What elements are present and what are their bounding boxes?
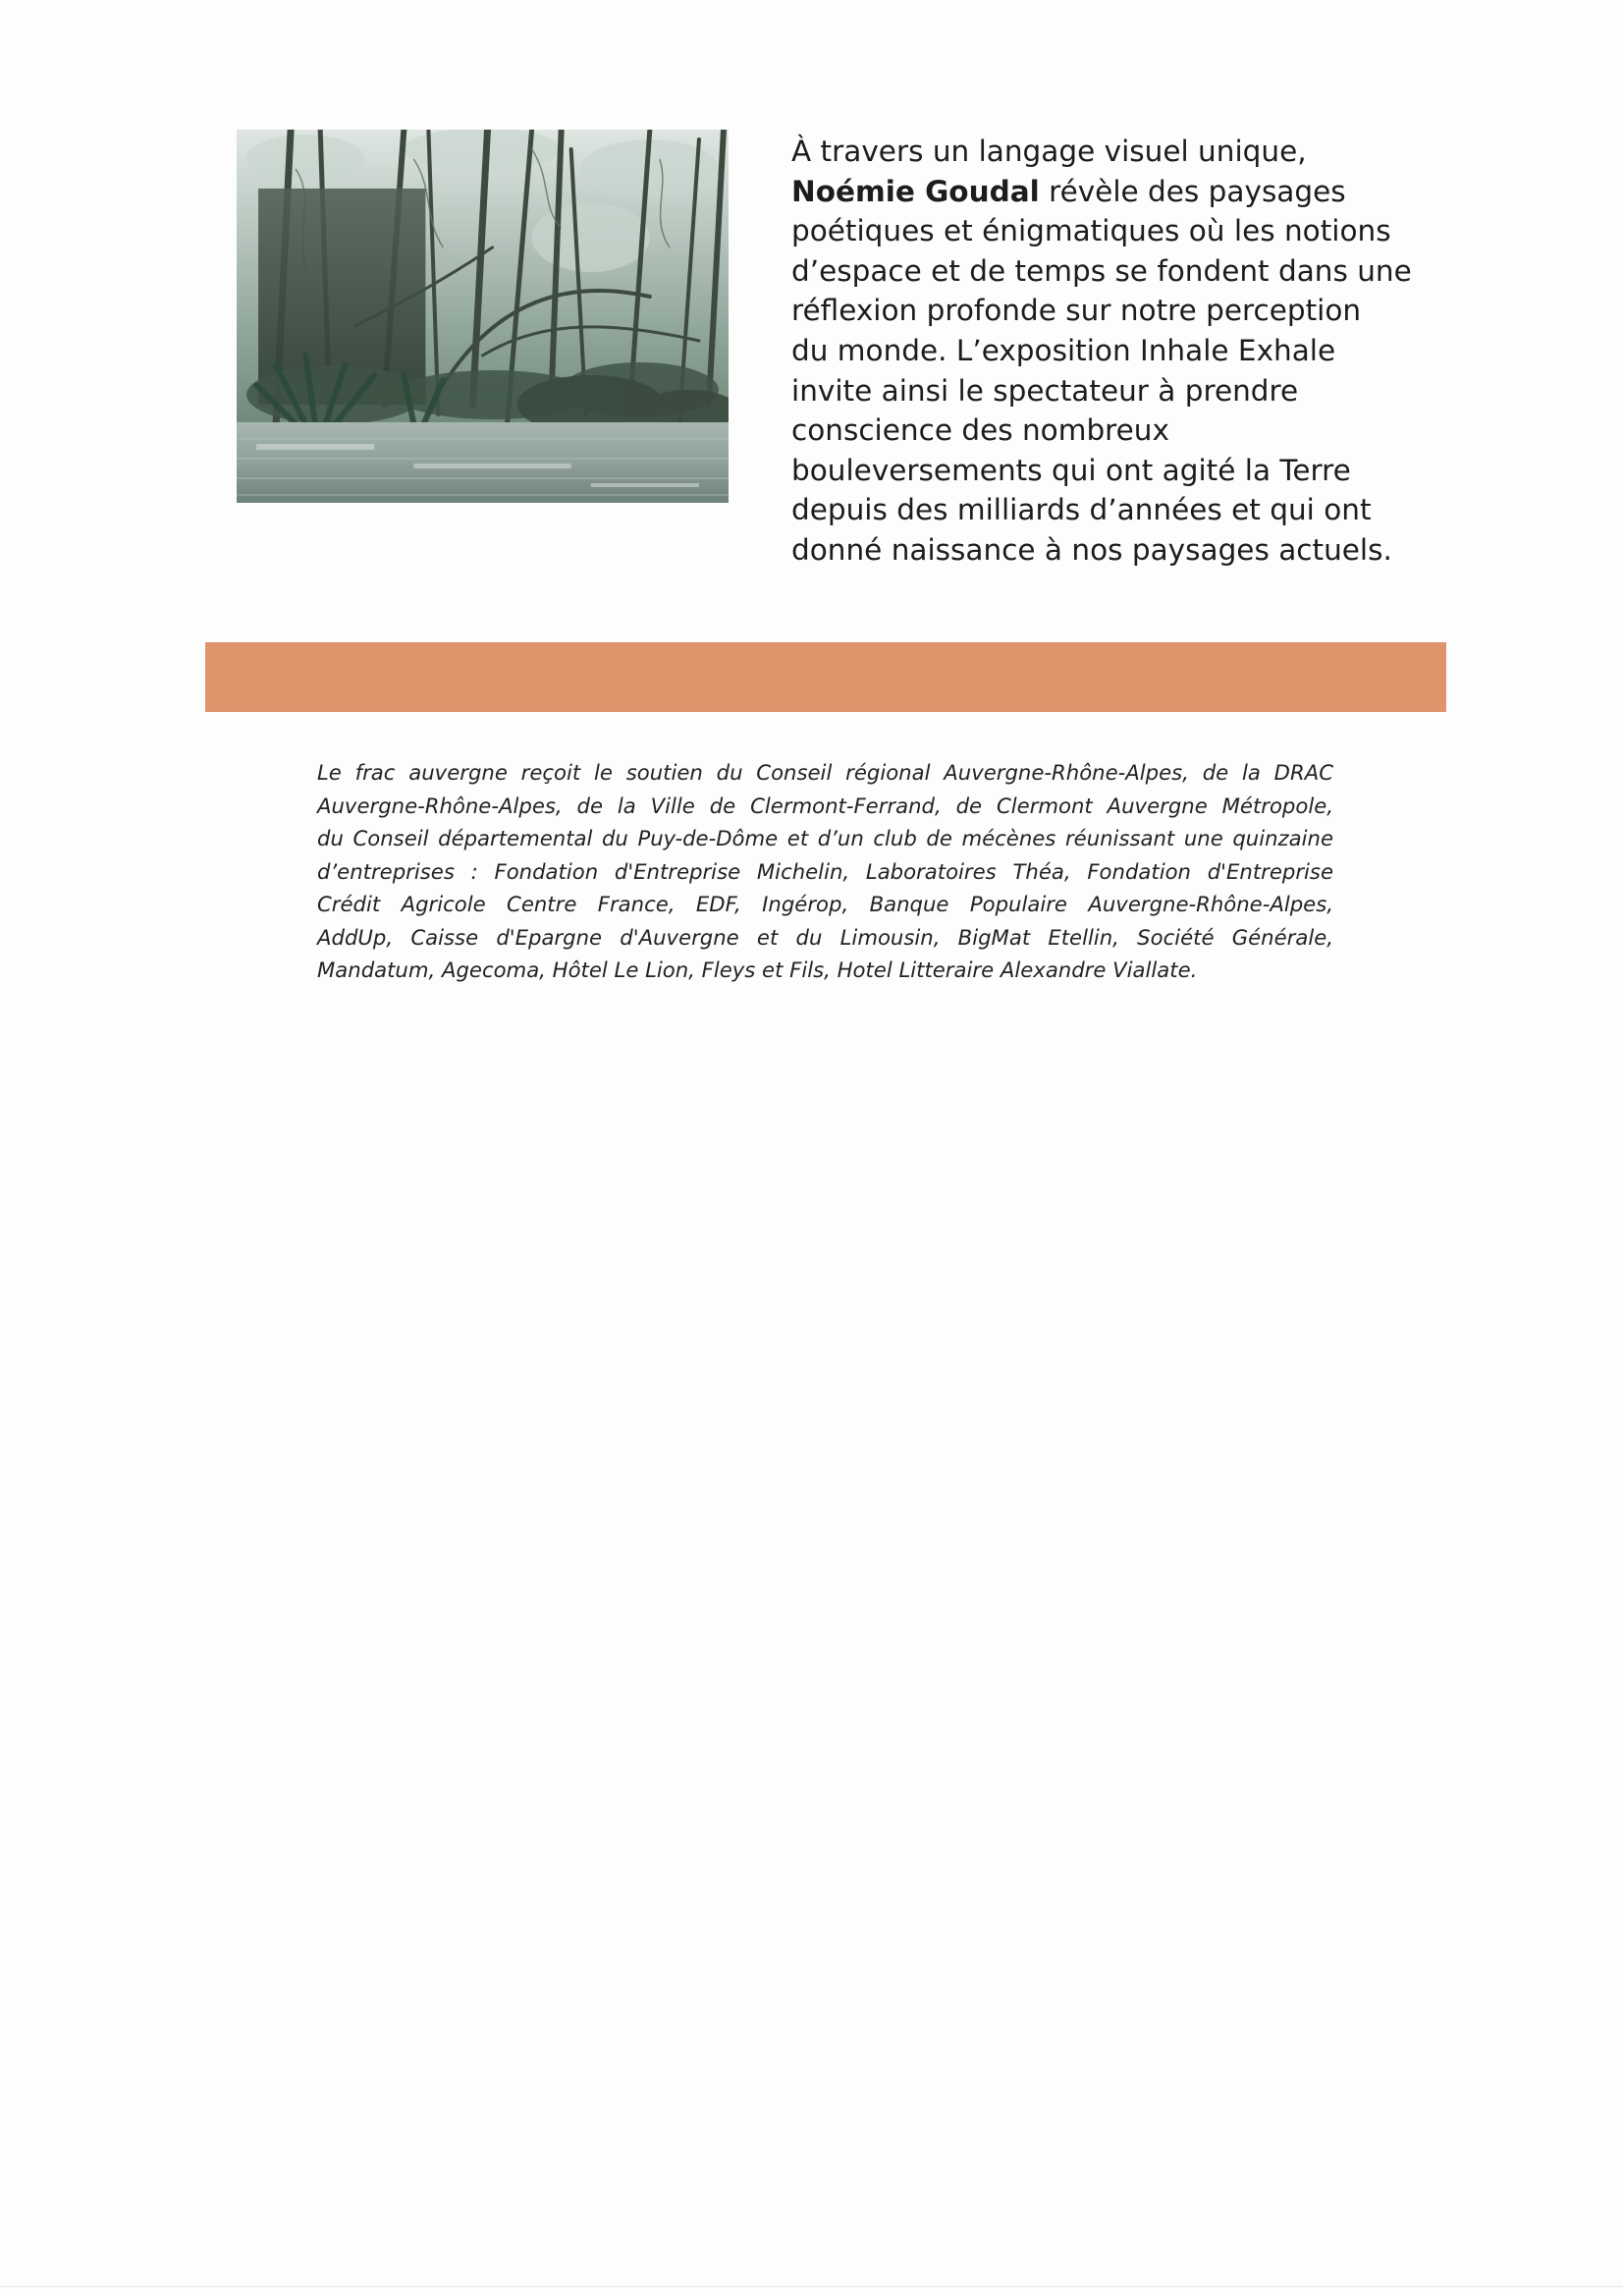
credits-line: Le frac auvergne reçoit le soutien du Conseil régional Auvergne-Rhône-Alpes, de la DRAC bbox=[317, 760, 1333, 785]
forest-lagoon-photo bbox=[237, 130, 729, 503]
credits-line: d’entreprises : Fondation d'Entreprise Michelin, Laboratoires Théa, Fondation d'Entreprise bbox=[317, 858, 1333, 884]
intro-line-text: révèle des paysages bbox=[1039, 174, 1346, 208]
intro-line: depuis des milliards d’années et qui ont bbox=[791, 493, 1372, 527]
artist-name: Noémie Goudal bbox=[791, 174, 1040, 208]
intro-line: d’espace et de temps se fondent dans une bbox=[791, 253, 1412, 288]
intro-line: donné naissance à nos paysages actuels. bbox=[791, 532, 1392, 567]
credits-line: Auvergne-Rhône-Alpes, de la Ville de Clermont-Ferrand, de Clermont Auvergne Métropole, bbox=[317, 793, 1333, 818]
intro-line: bouleversements qui ont agité la Terre bbox=[791, 453, 1351, 487]
intro-line bbox=[791, 172, 1400, 212]
credits-line: Mandatum, Agecoma, Hôtel Le Lion, Fleys et Fils, Hotel Litteraire Alexandre Viallate. bbox=[317, 957, 1198, 982]
intro-line: du monde. L’exposition Inhale Exhale bbox=[791, 333, 1336, 367]
sponsors-credits bbox=[317, 756, 1333, 987]
forest-lagoon-image bbox=[237, 130, 729, 503]
page-bottom-edge bbox=[0, 2286, 1623, 2287]
intro-line: réflexion profonde sur notre perception bbox=[791, 294, 1362, 328]
decorative-color-band bbox=[205, 642, 1446, 712]
intro-line: invite ainsi le spectateur à prendre bbox=[791, 373, 1299, 408]
intro-line: À travers un langage visuel unique, bbox=[791, 135, 1307, 168]
intro-paragraph bbox=[791, 132, 1412, 571]
credits-line: Crédit Agricole Centre France, EDF, Ingérop, Banque Populaire Auvergne-Rhône-Alpes, bbox=[317, 892, 1333, 916]
credits-line: du Conseil départemental du Puy-de-Dôme et d’un club de mécènes réunissant une quinzaine bbox=[317, 826, 1333, 850]
intro-line: conscience des nombreux bbox=[791, 413, 1169, 448]
intro-line: poétiques et énigmatiques où les notions bbox=[791, 214, 1391, 248]
credits-line: AddUp, Caisse d'Epargne d'Auvergne et du Limousin, BigMat Etellin, Société Générale, bbox=[317, 924, 1333, 950]
